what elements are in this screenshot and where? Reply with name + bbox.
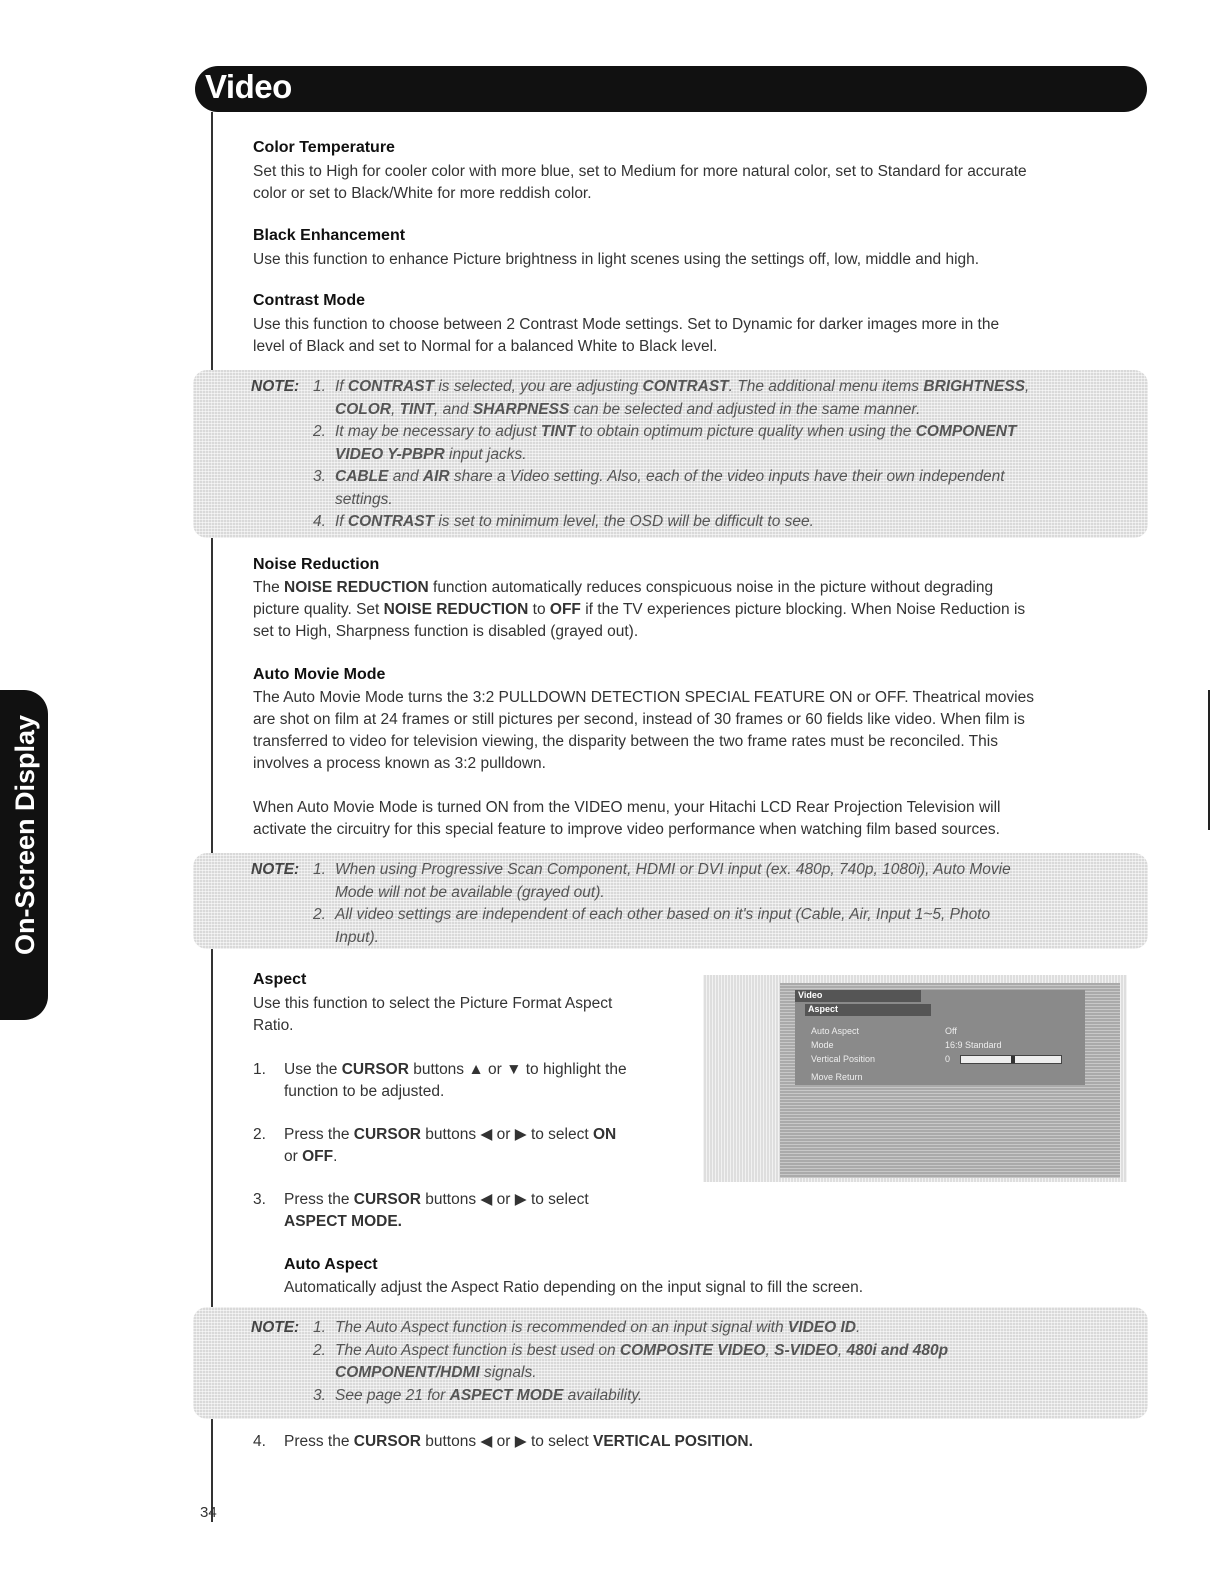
contrast-mode-text [253,314,1133,358]
text-line: Use this function to enhance Picture brightness in light scenes using the settings off, low, middle and high. [253,251,980,268]
black-enhancement-heading: Black Enhancement [253,227,406,244]
note-text: settings. [335,490,393,508]
text-line: involves a process known as 3:2 pulldown. [253,755,546,772]
osd-footer: Move Return [811,1072,863,1082]
note-label: NOTE: [251,1319,300,1336]
note-item [251,1385,1131,1408]
note-text: When using Progressive Scan Component, HDMI or DVI input (ex. 480p, 740p, 1080i), Auto Movie [335,861,1011,878]
contrast-mode-heading: Contrast Mode [253,292,365,309]
note-label: NOTE: [251,378,300,395]
step-1 [253,1059,693,1103]
text-line: transferred to video for television viewing, the disparity between the two frame rates must be reconciled. This [253,733,998,750]
step-number: 2. [253,1126,266,1143]
note-text: CABLE and AIR share a Video setting. Also, each of the video inputs have their own independent [335,468,1005,485]
note-item [251,1317,1131,1340]
note-item [251,511,1131,534]
text-line: When Auto Movie Mode is turned ON from the VIDEO menu, your Hitachi LCD Rear Projection Television will [253,799,1001,816]
aspect-heading: Aspect [253,971,307,988]
step-number: 4. [253,1433,266,1450]
osd-row-label: Mode [811,1040,834,1050]
step-text: Press the CURSOR buttons ◀ or ▶ to select ASPECT MODE. [284,1191,589,1230]
note-text: If CONTRAST is selected, you are adjusting CONTRAST. The additional menu items BRIGHTNESS, [335,378,1030,395]
text-line: Use this function to select the Picture Format Aspect [253,995,613,1012]
note-item [251,466,1131,489]
noise-reduction-heading: Noise Reduction [253,556,380,573]
color-temperature-heading: Color Temperature [253,139,395,156]
note-content [251,376,1131,534]
auto-movie-mode-heading: Auto Movie Mode [253,666,386,683]
note-item [251,1362,1131,1385]
aspect-text [253,993,673,1037]
note-number: 2. [313,906,326,923]
note-label: NOTE: [251,861,300,878]
note-text: VIDEO Y-PBPR input jacks. [335,445,527,463]
note-text: See page 21 for ASPECT MODE availability. [335,1386,643,1404]
osd-row-value: 16:9 Standard [945,1040,1002,1050]
text-line: Ratio. [253,1017,294,1034]
step-3 [253,1189,693,1233]
note-text: All video settings are independent of each other based on it's input (Cable, Air, Input 1~5, Photo [335,906,991,923]
osd-menu [795,990,1085,1085]
noise-reduction-text [253,577,1133,643]
osd-slider [960,1055,1062,1064]
step-text: Press the CURSOR buttons ◀ or ▶ to select VERTICAL POSITION. [284,1433,753,1450]
osd-slider-thumb [1011,1056,1015,1063]
auto-aspect-heading: Auto Aspect [284,1256,378,1273]
text-line: color or set to Black/White for more reddish color. [253,185,592,202]
step-number: 1. [253,1061,266,1078]
note-item [251,444,1131,467]
section-title: Video [205,68,292,105]
note-number: 3. [313,468,326,485]
osd-row-value: 0 [945,1054,951,1064]
note-item [251,859,1131,882]
text-line: are shot on film at 24 frames or still pictures per second, instead of 30 frames or 60 fields like video. When film is [253,711,1025,728]
section-header-bar [195,66,1147,112]
note-number: 1. [313,1319,326,1336]
auto-movie-mode-text [253,687,1133,775]
note-content [251,1317,1131,1407]
note-item [251,421,1131,444]
text-line: activate the circuitry for this special feature to improve video performance when watching film based sources. [253,821,1000,838]
page-number: 34 [200,1504,217,1521]
note-number: 1. [313,378,326,395]
text-line: Automatically adjust the Aspect Ratio depending on the input signal to fill the screen. [284,1279,864,1296]
text-line: The Auto Movie Mode turns the 3:2 PULLDOWN DETECTION SPECIAL FEATURE ON or OFF. Theatrical movies [253,689,1034,706]
note-text: Input). [335,928,379,946]
osd-row-label: Auto Aspect [811,1026,860,1036]
osd-row-value: Off [945,1026,957,1036]
note-box [193,370,1148,538]
side-tab-label: On-Screen Display [10,714,40,956]
note-item [251,927,1131,950]
right-rule [1208,690,1210,830]
step-2 [253,1124,693,1168]
note-text: COMPONENT/HDMI signals. [335,1364,537,1381]
osd-tab-video: Video [795,990,921,1002]
osd-tab-aspect: Aspect [805,1004,931,1016]
note-item [251,399,1131,422]
note-text: It may be necessary to adjust TINT to obtain optimum picture quality when using the COMPONENT [335,423,1017,440]
black-enhancement-text [253,249,1133,271]
note-item [251,904,1131,927]
auto-movie-mode-text-2 [253,797,1133,841]
auto-aspect-text [284,1277,1164,1299]
note-number: 2. [313,1341,326,1359]
note-text: The Auto Aspect function is recommended on an input signal with VIDEO ID. [335,1319,861,1336]
note-item [251,1340,1131,1363]
note-content [251,859,1131,949]
note-text: Mode will not be available (grayed out). [335,883,605,901]
text-line: set to High, Sharpness function is disabled (grayed out). [253,623,639,640]
color-temperature-text [253,161,1133,205]
note-text: If CONTRAST is set to minimum level, the OSD will be difficult to see. [335,513,814,530]
note-number: 4. [313,513,326,530]
osd-row-label: Vertical Position [811,1054,876,1064]
note-box [193,1307,1148,1419]
note-number: 3. [313,1386,326,1404]
text-line: Set this to High for cooler color with more blue, set to Medium for more natural color, set to Standard for accurate [253,163,1027,180]
text-line: picture quality. Set NOISE REDUCTION to OFF if the TV experiences picture blocking. When Noise Reduction is [253,601,1026,618]
note-text: The Auto Aspect function is best used on COMPOSITE VIDEO, S-VIDEO, 480i and 480p [335,1341,949,1359]
note-number: 2. [313,423,326,440]
note-item [251,882,1131,905]
step-text: Use the CURSOR buttons ▲ or ▼ to highlight the function to be adjusted. [284,1061,627,1100]
note-number: 1. [313,861,326,878]
note-item [251,489,1131,512]
step-number: 3. [253,1191,266,1208]
note-box [193,853,1148,949]
text-line: Use this function to choose between 2 Contrast Mode settings. Set to Dynamic for darker images more in the [253,316,1000,333]
text-line: level of Black and set to Normal for a balanced White to Black level. [253,338,718,355]
note-text: COLOR, TINT, and SHARPNESS can be selected and adjusted in the same manner. [335,400,921,418]
text-line: The NOISE REDUCTION function automatically reduces conspicuous noise in the picture without degrading [253,579,994,596]
note-item [251,376,1131,399]
step-text: Press the CURSOR buttons ◀ or ▶ to select ON or OFF. [284,1126,617,1165]
step-4 [253,1431,953,1453]
